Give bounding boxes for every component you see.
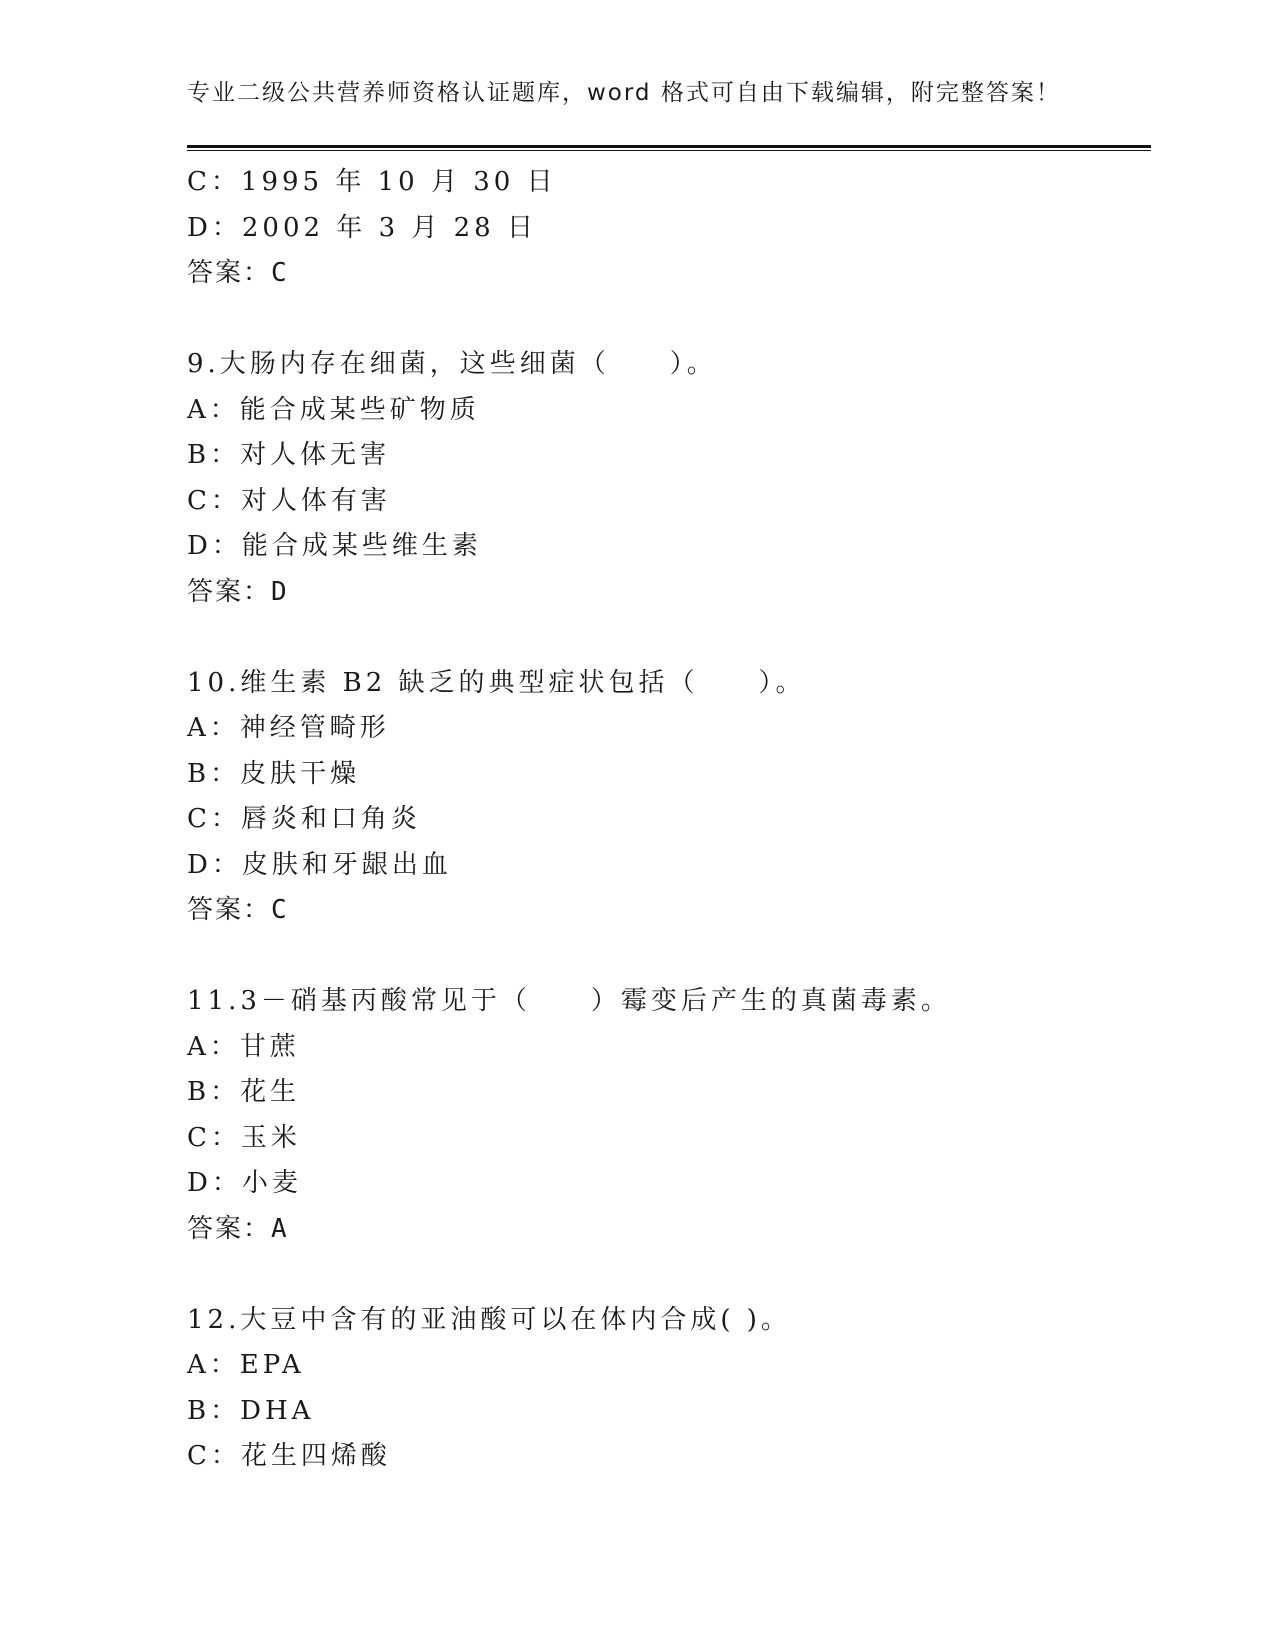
- question-stem: 12.大豆中含有的亚油酸可以在体内合成( )。: [187, 1304, 791, 1335]
- option-line: B：皮肤干燥: [187, 758, 361, 789]
- answer-line: 答案：C: [187, 895, 289, 925]
- option-line: C：玉米: [187, 1122, 301, 1153]
- option-line: B：花生: [187, 1077, 301, 1107]
- answer-line: 答案：A: [187, 1213, 289, 1244]
- option-line: C：花生四烯酸: [187, 1441, 391, 1471]
- option-line: B：DHA: [187, 1395, 315, 1426]
- question-content: [187, 160, 1151, 1480]
- option-line: C：对人体有害: [187, 485, 391, 516]
- question-stem: 10.维生素 B2 缺乏的典型症状包括（ ）。: [187, 667, 806, 698]
- header-rule-thick: [187, 145, 1151, 148]
- option-line: C：1995 年 10 月 30 日: [187, 167, 557, 197]
- option-line: D：能合成某些维生素: [187, 531, 482, 561]
- option-line: A：能合成某些矿物质: [187, 394, 480, 425]
- option-line: C：唇炎和口角炎: [187, 804, 421, 834]
- option-line: D：小麦: [187, 1168, 302, 1198]
- option-line: A：EPA: [187, 1350, 305, 1380]
- question-stem: 9.大肠内存在细菌，这些细菌（ ）。: [187, 349, 717, 379]
- question-stem: 11.3－硝基丙酸常见于（ ）霉变后产生的真菌毒素。: [187, 986, 951, 1016]
- answer-line: 答案：C: [187, 258, 289, 288]
- option-line: A：神经管畸形: [187, 713, 390, 743]
- option-line: D：皮肤和牙龈出血: [187, 849, 452, 880]
- option-line: D：2002 年 3 月 28 日: [187, 212, 537, 243]
- page-header: 专业二级公共营养师资格认证题库，word 格式可自由下载编辑，附完整答案！: [187, 80, 1061, 106]
- header-rule-thin: [187, 150, 1151, 151]
- option-line: B：对人体无害: [187, 440, 391, 470]
- option-line: A：甘蔗: [187, 1031, 300, 1062]
- answer-line: 答案：D: [187, 576, 289, 607]
